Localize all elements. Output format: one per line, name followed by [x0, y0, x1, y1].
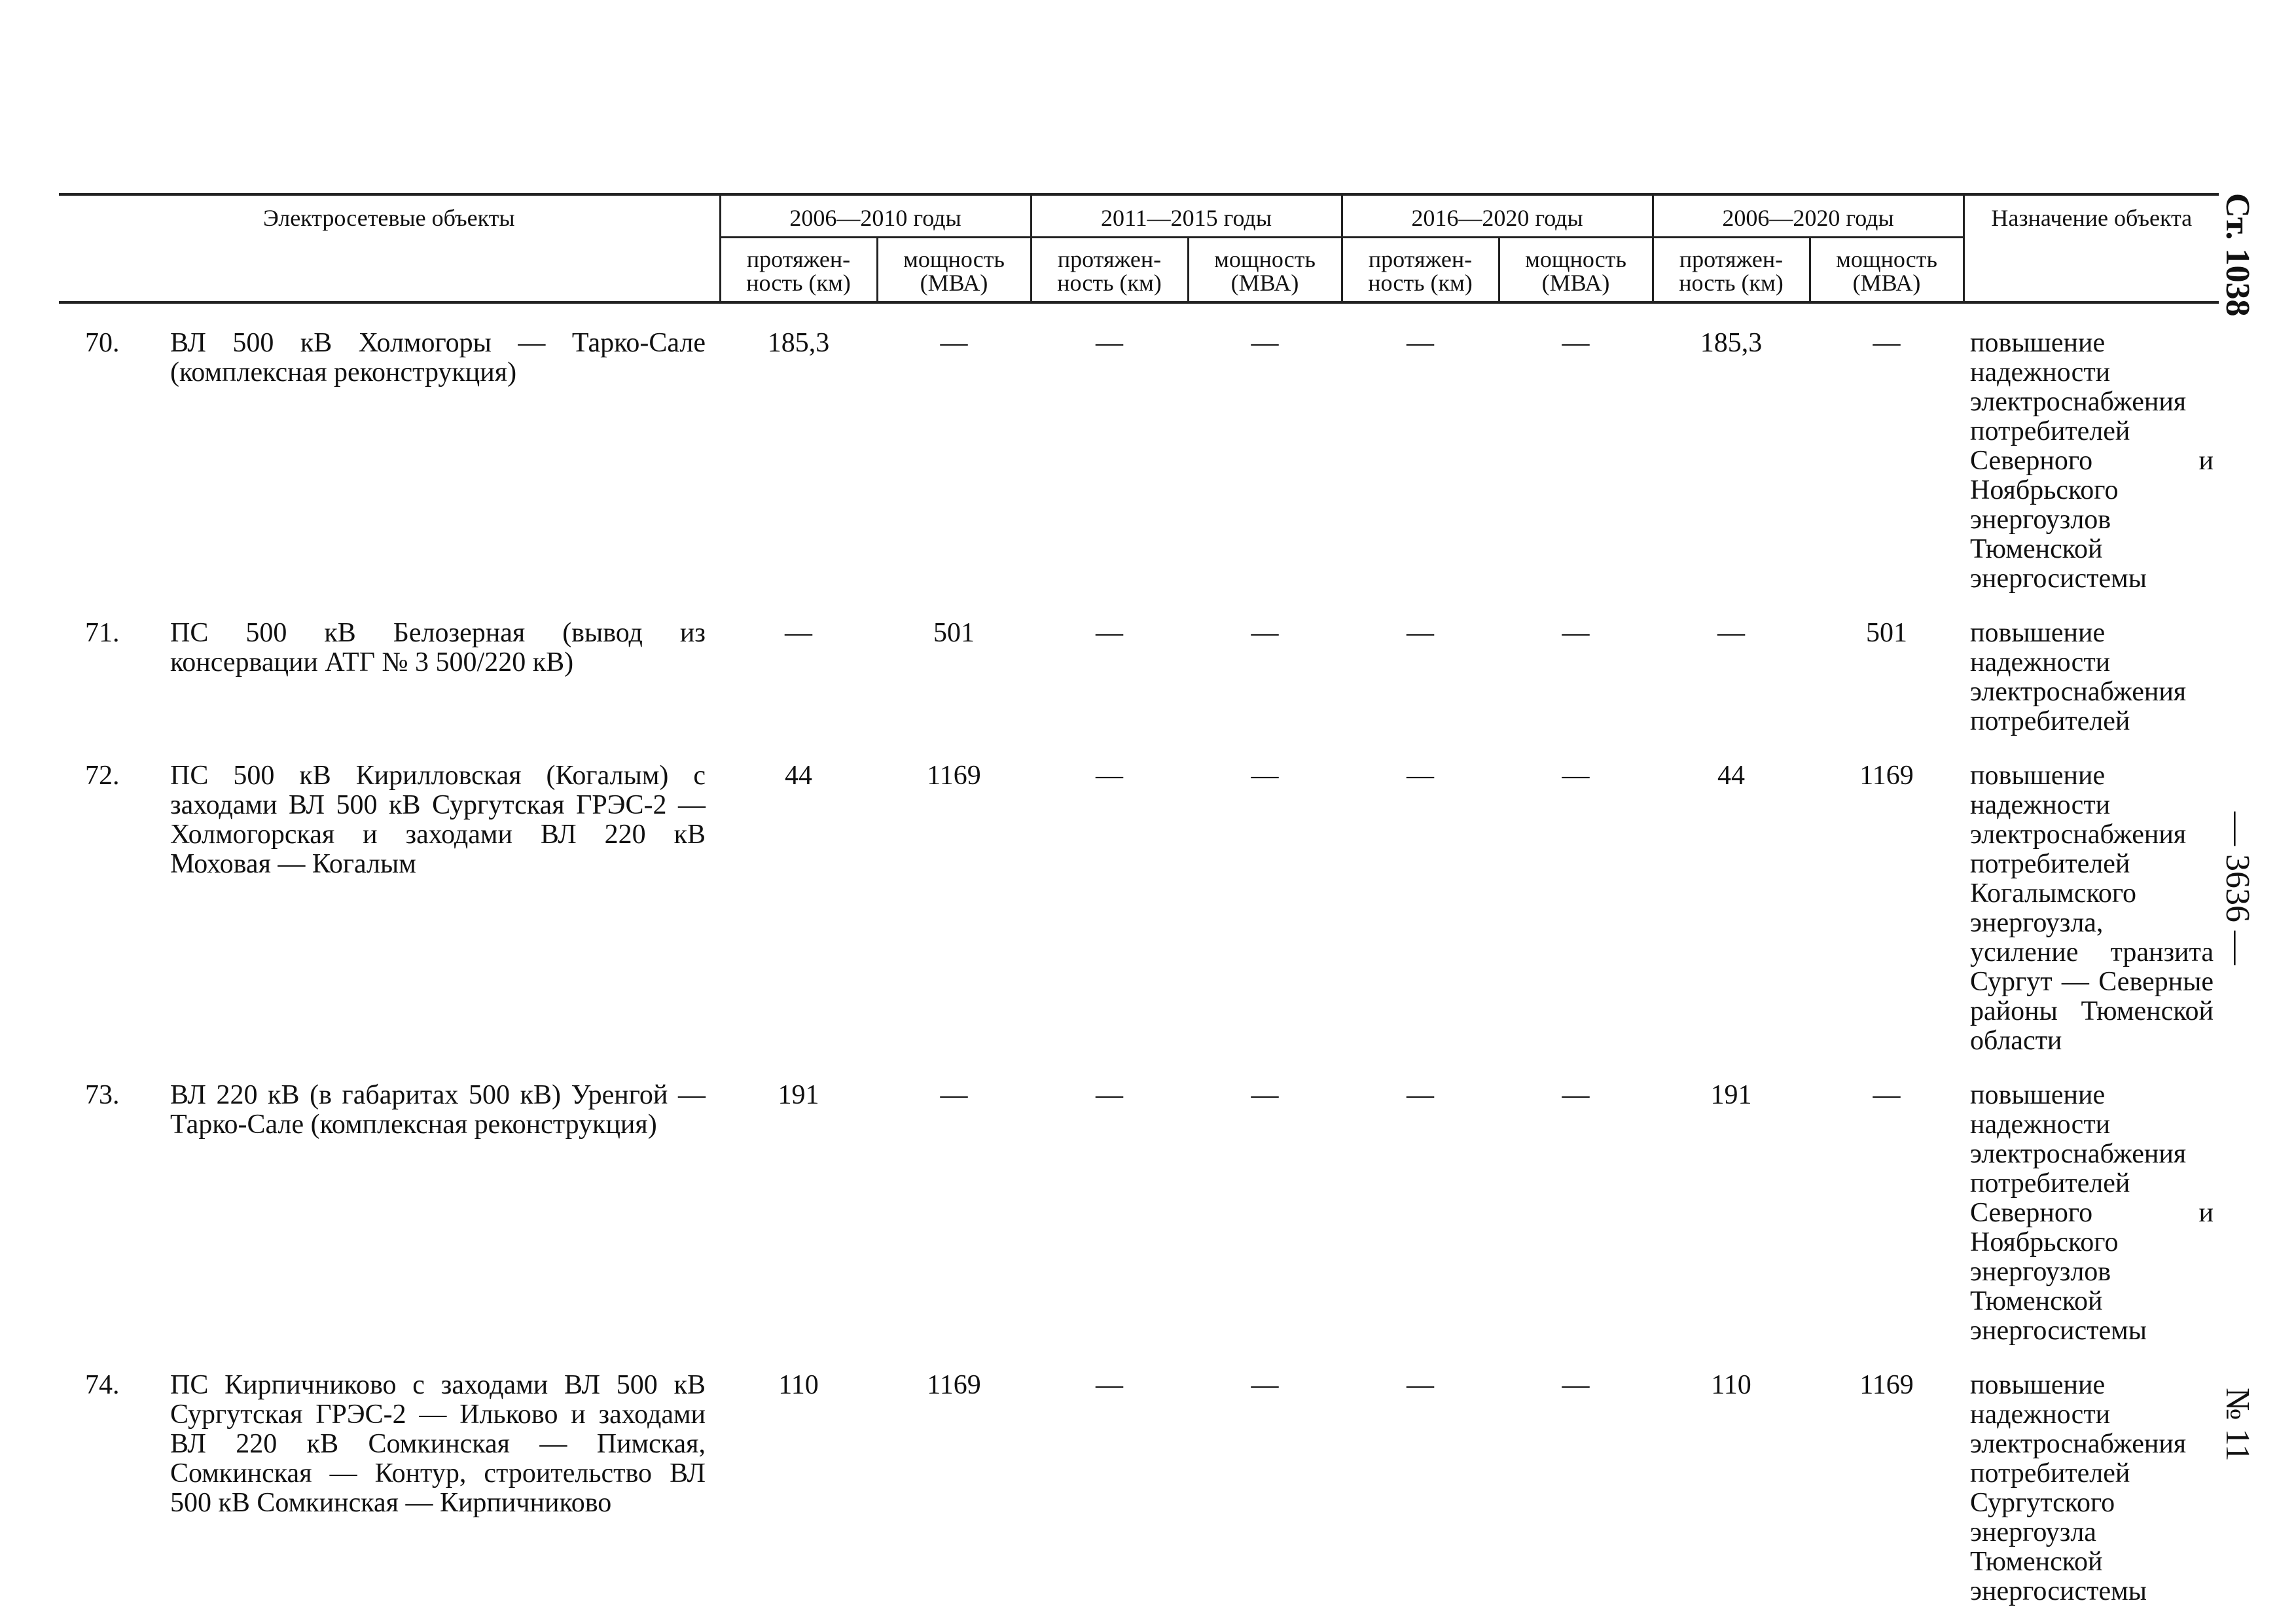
header-period-1: 2006—2010 годы: [720, 194, 1031, 238]
length-2011-2015: —: [1096, 1370, 1124, 1400]
object-purpose: повышение надежности электроснабжения потребителей: [1970, 618, 2187, 736]
header-period-3: 2016—2020 годы: [1342, 194, 1653, 238]
header-length: протяжен-ность (км): [1653, 238, 1810, 303]
length-2006-2010: 191: [778, 1080, 819, 1110]
row-number: 72.: [85, 761, 120, 791]
row-number: 73.: [85, 1080, 120, 1110]
header-power: мощность (МВА): [1810, 238, 1964, 303]
power-2016-2020: —: [1562, 1080, 1590, 1110]
power-2006-2010: 1169: [927, 1370, 981, 1400]
table-body: [59, 302, 2219, 1606]
header-length: протяжен-ность (км): [720, 238, 877, 303]
header-length: протяжен-ность (км): [1342, 238, 1499, 303]
header-period-2: 2011—2015 годы: [1031, 194, 1342, 238]
power-2006-2020: —: [1873, 328, 1901, 358]
power-2011-2015: —: [1251, 328, 1279, 358]
power-2006-2020: 1169: [1859, 1370, 1914, 1400]
length-2016-2020: —: [1407, 328, 1435, 358]
length-2016-2020: —: [1407, 761, 1435, 791]
power-2006-2010: —: [940, 1080, 968, 1110]
length-2006-2010: 44: [785, 761, 813, 791]
length-2006-2020: 191: [1710, 1080, 1752, 1110]
length-2006-2020: 44: [1717, 761, 1746, 791]
header-power: мощность (МВА): [1188, 238, 1342, 303]
header-purpose: Назначение объекта: [1964, 194, 2219, 302]
length-2006-2010: 185,3: [767, 328, 830, 358]
object-name: ПС 500 кВ Белозерная (вывод из консервации АТГ № 3 500/220 кВ): [170, 618, 706, 677]
table-row: [59, 594, 2219, 736]
object-name: ПС 500 кВ Кирилловская (Когалым) с заходами ВЛ 500 кВ Сургутская ГРЭС-2 — Холмогорская и заходами ВЛ 220 кВ Моховая — Когалым: [170, 761, 706, 879]
power-2006-2010: 501: [933, 618, 975, 648]
issue-number: № 11: [2219, 1388, 2256, 1462]
length-2016-2020: —: [1407, 1080, 1435, 1110]
power-2016-2020: —: [1562, 1370, 1590, 1400]
object-purpose: повышение надежности электроснабжения потребителей Северного и Ноябрьского энергоузлов Тюменской энергосистемы: [1970, 328, 2214, 594]
power-2011-2015: —: [1251, 1370, 1279, 1400]
header-objects: Электросетевые объекты: [59, 194, 720, 302]
header-length: протяжен-ность (км): [1031, 238, 1188, 303]
object-purpose: повышение надежности электроснабжения потребителей Когалымского энергоузла, усиление транзита Сургут — Северные районы Тюменской области: [1970, 761, 2214, 1056]
length-2006-2020: 185,3: [1700, 328, 1763, 358]
length-2011-2015: —: [1096, 1080, 1124, 1110]
object-name: ПС Кирпичниково с заходами ВЛ 500 кВ Сургутская ГРЭС-2 — Ильково и заходами ВЛ 220 кВ Сомкинская — Пимская, Сомкинская — Контур, строительство ВЛ 500 кВ Сомкинская — Кирпичниково: [170, 1370, 706, 1518]
article-number: Ст. 1038: [2219, 193, 2256, 317]
row-number: 70.: [85, 328, 120, 358]
length-2016-2020: —: [1407, 1370, 1435, 1400]
length-2006-2020: —: [1717, 618, 1746, 648]
power-2016-2020: —: [1562, 761, 1590, 791]
header-period-4: 2006—2020 годы: [1653, 194, 1964, 238]
power-grid-objects-table: [59, 193, 2219, 1606]
length-2011-2015: —: [1096, 761, 1124, 791]
table-row: [59, 736, 2219, 1056]
object-purpose: повышение надежности электроснабжения потребителей Северного и Ноябрьского энергоузлов Тюменской энергосистемы: [1970, 1080, 2214, 1346]
power-2011-2015: —: [1251, 1080, 1279, 1110]
object-name: ВЛ 500 кВ Холмогоры — Тарко-Сале (комплексная реконструкция): [170, 328, 706, 388]
length-2006-2020: 110: [1711, 1370, 1751, 1400]
object-name: ВЛ 220 кВ (в габаритах 500 кВ) Уренгой — Тарко-Сале (комплексная реконструкция): [170, 1080, 706, 1140]
power-2006-2010: —: [940, 328, 968, 358]
power-2006-2020: 1169: [1859, 761, 1914, 791]
power-2006-2020: 501: [1866, 618, 1908, 648]
header-power: мощность (МВА): [1499, 238, 1653, 303]
table-row: [59, 1346, 2219, 1606]
power-2016-2020: —: [1562, 328, 1590, 358]
table-row: [59, 302, 2219, 594]
length-2016-2020: —: [1407, 618, 1435, 648]
row-number: 74.: [85, 1370, 120, 1400]
power-2006-2020: —: [1873, 1080, 1901, 1110]
header-power: мощность (МВА): [877, 238, 1031, 303]
length-2006-2010: —: [785, 618, 813, 648]
power-2016-2020: —: [1562, 618, 1590, 648]
table-row: [59, 1056, 2219, 1346]
object-purpose: повышение надежности электроснабжения потребителей Сургутского энергоузла Тюменской энергосистемы: [1970, 1370, 2187, 1606]
power-2011-2015: —: [1251, 618, 1279, 648]
length-2006-2010: 110: [778, 1370, 819, 1400]
table-header: [59, 194, 2219, 302]
page-number: — 3636 —: [2219, 812, 2256, 965]
power-2006-2010: 1169: [927, 761, 981, 791]
row-number: 71.: [85, 618, 120, 648]
length-2011-2015: —: [1096, 618, 1124, 648]
length-2011-2015: —: [1096, 328, 1124, 358]
power-2011-2015: —: [1251, 761, 1279, 791]
